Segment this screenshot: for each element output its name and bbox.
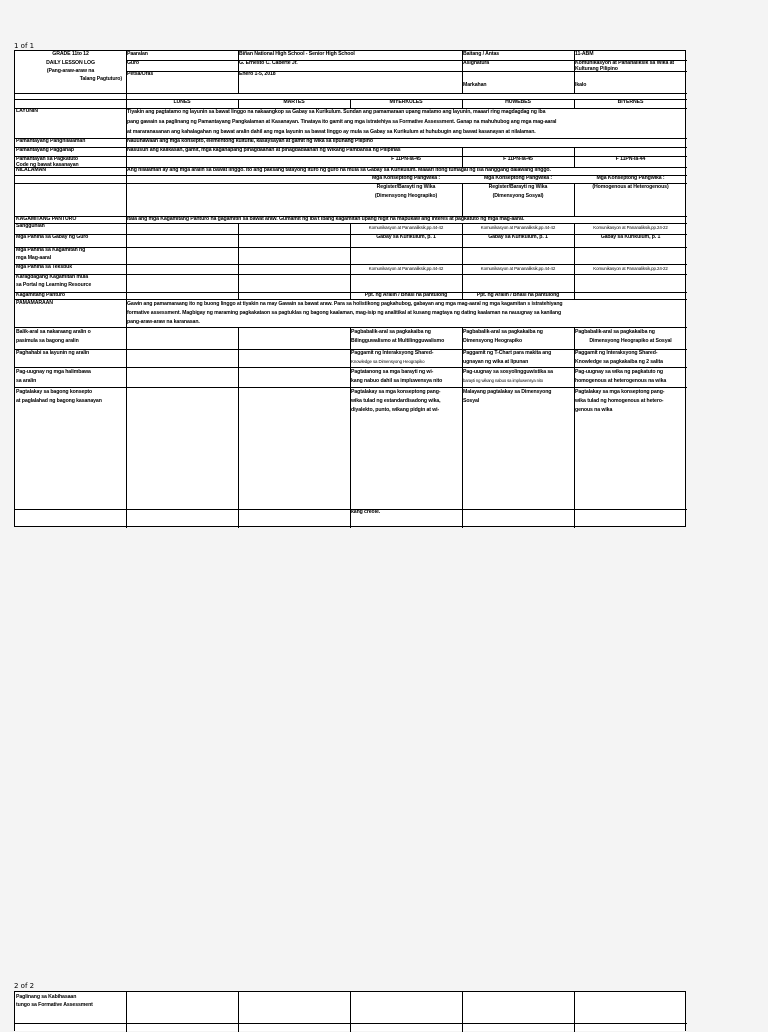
teksbuk-label: Mga Pahina sa Teksbuk [16,264,73,270]
iba-pang-kagamitan-label: Kagamitang Panturo [16,292,65,298]
gabay-guro-thu: Gabay sa Kurikulum, p. 1 [488,234,548,240]
nilalaman-fri-2: (Homogenous at Heterogenous) [592,184,669,190]
balik-aral-label: Balik-aral sa nakaraang aralin o [16,329,91,335]
kagamitan-label: KAGAMITANG PANTURO [16,216,77,222]
balik-aral-thu-1: Pagbabalik-aral sa pagkakaiba ng [463,329,543,335]
balik-aral-wed-2: Bilingguwalismo at Multilingguwalismo [351,338,445,344]
pagganap-text: Nasusuri ang kalikasan, gamit, mga kaganapang pinagdaanan at pinagdadaanan ng Wikang Pambansa ng Pilipinas [127,147,401,153]
baitang-value: 11-ABM [575,51,594,57]
pangnilalaman-label: Pamantayang Pangnilalaman [16,138,86,144]
pag-uugnay-label-2: sa aralin [16,378,37,384]
sanggunian-wed: Komunikasyon at Pananaliksik,pp.44-42 [368,225,444,230]
pag-uugnay-label: Pag-uugnay ng mga halimbawa [16,369,91,375]
nilalaman-thu-2: Register/Barayti ng Wika [488,184,548,190]
pagkatuto-code-label: Code ng bawat kasanayan [16,162,79,168]
paghahabi-wed-1: Paggamit ng Interaksyong Shared- [351,350,434,356]
asignatura-value: Komunikasyon at Pananaliksik sa Wika at Kulturang Pilipino [575,60,674,73]
nilalaman-wed-3: (Dimensyong Heograpiko) [374,193,438,199]
lesson-log-table-page-2 [14,991,686,1031]
pagtalakay-thu-1: Malayang pagtalakay sa Dimensyong [463,389,552,395]
nilalaman-wed-2: Register/Barayti ng Wika [376,184,436,190]
lr-portal-label: Karagdagang Kagamitan mula [16,274,89,280]
pamamaraan-text-3: pang-araw-araw na karanasan. [127,319,200,325]
paghahabi-wed-2: Knowledge sa Dimensyong Heograpiko [351,359,425,364]
balik-aral-fri-1: Pagbabalik-aral sa pagkakaiba ng [575,329,655,335]
pagganap-label: Pamantayang Pagganap [16,147,74,153]
paghahabi-label: Paghahabi sa layunin ng aralin [16,350,90,356]
asignatura-label: Asignatura [463,60,490,66]
daily-lesson-log-title: DAILY LESSON LOG [46,60,95,66]
teksbuk-fri: Komunikasyon at Pananaliksik,pp.24-22 [593,266,668,271]
pangnilalaman-text: Nauunawaan ang mga konsepto, elementong kultural, kasaysayan at gamit ng wika sa lipunang Pilipino [127,138,373,144]
iba-pang-wed: Ppt. ng Aralin / Bhasi na pantulong [364,292,448,298]
pag-uugnay-wed-1: Pagtatanong sa mga barayti ng wi- [351,369,434,375]
balik-aral-thu-2: Dimensyong Heograpiko [463,338,523,344]
day-header-miyerkules: MIYERKULES [389,99,423,105]
pagtalakay-wed-3: diyalekto, punto, wikang pidgin at wi- [351,407,440,413]
pagtalakay-wed-1: Pagtalakay sa mga konseptong pang- [351,389,441,395]
page-number-2: 2 of 2 [14,982,35,990]
paghahabi-thu-1: Paggamit ng T-Chart para makita ang [463,350,552,356]
layunin-label: LAYUNIN [16,108,38,114]
pagkatuto-code-thu: F 11PN-Ia-45 [503,156,533,162]
nilalaman-fri-1: Mga Konseptong Pangwika : [596,175,665,181]
kagamitang-magaaral-label: Mga Pahina sa Kagamitan ng [16,247,86,253]
paglinang-label: Paglinang sa Kabihasaan [16,994,77,1000]
page-number-1: 1 of 1 [14,42,35,50]
day-header-huwebes: HUWEBES [505,99,531,105]
petsa-value: Enero 1-5, 2018 [239,71,276,77]
lesson-log-table [14,50,686,527]
pagtalakay-fri-2: wika tulad ng homogenous at hetero- [575,398,664,404]
gabay-guro-wed: Gabay sa Kurikulum, p. 1 [376,234,436,240]
kagamitan-text: Itala ang mga Kagamitang Panturo na gagamitin sa bawat araw. Gumamit ng iba't ibang kagamitan upang higit na mapukaw ang interes at pagkatuto ng mga mag-aaral. [127,216,525,222]
pamamaraan-text-2: formative assessment. Magbigay ng maraming pagkakataon sa pagtuklas ng bagong kaalaman, mag-isip ng analitikal at kusang magtaya ng dating kaalaman na nauugnay sa kanilang [127,310,562,316]
balik-aral-fri-2: Dimensyong Heograpiko at Sosyal [589,338,672,344]
layunin-text-2: pang gawain sa paglinang ng Pamantayang Pangkalaman at Kasanayan. Tinataya ito gamit ang mga istratehiya sa Formative Assessment. Ganap na mahuhubog ang mga mag-aaral [127,119,557,125]
paaralan-label: Paaralan [127,51,148,57]
kagamitang-magaaral-label-2: mga Mag-aaral [16,255,52,261]
paglinang-label-2: tungo sa Formative Assessment [16,1002,93,1008]
gabay-guro-fri: Gabay sa Kurikulum, p. 1 [600,234,661,240]
nilalaman-thu-3: (Dimensyong Sosyal) [492,193,544,199]
teksbuk-thu: Komunikasyon at Pananaliksik,pp.44-42 [480,266,556,271]
pagtalakay-fri-3: genous na wika [575,407,613,413]
pamamaraan-text-1: Gawin ang pamamaraang ito ng buong linggo at tiyakin na may Gawain sa bawat araw. Para sa holistikong pagkahubog, gabayan ang mga mag-aaral ng mga kagamitan s istratehiyang [127,301,563,307]
lr-portal-label-2: sa Portal ng Learning Resource [16,282,92,288]
nilalaman-label: NILALAMAN [16,167,46,173]
balik-aral-label-2: pasimula sa bagong aralin [16,338,79,344]
pag-uugnay-wed-2: kang nabuo dahil sa impluwensya nito [351,378,443,384]
nilalaman-thu-1: Mga Konseptong Pangwika : [483,175,553,181]
sanggunian-thu: Komunikasyon at Pananaliksik,pp.44-42 [480,225,556,230]
pagtalakay-thu-2: Sosyal [463,398,480,404]
pag-uugnay-fri-2: homogenous at heterogenous na wika [575,378,667,384]
pagkatuto-label: Pamantayan sa Pagkatuto [16,156,78,162]
pagkatuto-code-fri: F 11PN-Ia-44 [615,156,646,162]
pag-uugnay-thu-1: Pag-uugnay sa sosyolingguwistika sa [463,369,553,375]
guro-label: Guro [127,60,139,66]
paghahabi-fri-2: Knowledge sa pagkakaiba ng 2 salita [575,359,663,365]
balik-aral-wed-1: Pagbabalik-aral sa pagkakaiba ng [351,329,431,335]
pamamaraan-label: PAMAMARAAN [16,300,53,306]
baitang-label: Baitang / Antas [463,51,500,57]
pagtalakay-label-2: at paglalahad ng bagong kasanayan [16,398,102,404]
paghahabi-fri-1: Paggamit ng Interaksyong Shared- [575,350,658,356]
pagtalakay-wed-4: kang creole. [351,509,381,515]
day-header-lunes: LUNES [173,99,191,105]
layunin-text-3: at mararanasanan ang kahalagahan ng bawat aralin dahil ang mga layunin sa bawat linggo ay mula sa Gabay sa Kurikulum at huhubugin ang bawat kasanayan at nilalaman. [127,129,536,135]
pag-uugnay-thu-2: barayti ng wikang nabuo sa impluwensya nito [463,378,543,383]
paghahabi-thu-2: ugnayan ng wika at lipunan [463,359,529,365]
petsa-label: Petsa/Oras [127,71,154,77]
iba-pang-thu: Ppt. ng Aralin / Bhasi na pantulong [476,292,560,298]
paaralan-value: Biñan National High School - Senior High School [239,51,355,57]
pagtalakay-fri-1: Pagtalakay sa mga konseptong pang- [575,389,665,395]
day-header-martes: MARTES [283,99,305,105]
daily-lesson-log-subtitle: (Pang-araw-araw na [46,68,95,74]
pag-uugnay-fri-1: Pag-uugnay sa wika ng pagkatuto ng [575,369,663,375]
teksbuk-wed: Komunikasyon at Pananaliksik,pp.44-42 [368,266,444,271]
markahan-value: Ikalo [575,82,587,88]
day-header-biyernes: BIYERNES [617,99,644,105]
layunin-text-1: Tiyakin ang pagtatamo ng layunin sa bawat linggo na nakaangkop sa Gabay sa Kurikulum. Sundan ang pamamaraan upang matamo ang layunin, maaari ring magdagdag ng iba [127,109,546,115]
pagtalakay-wed-2: wika tulad ng estandardisadong wika, [351,398,441,404]
pagtalakay-label: Pagtalakay sa bagong konsepto [16,389,93,395]
sanggunian-fri: Komunikasyon at Pananaliksik,pp.24-22 [593,225,668,230]
nilalaman-wed-1: Mga Konseptong Pangwika : [371,175,441,181]
markahan-label: Markahan [463,82,487,88]
grade-label: GRADE 11to 12 [52,51,89,57]
gabay-guro-label: Mga Pahina sa Gabay ng Guro [16,234,89,240]
nilalaman-text: Ang nilalaman ay ang mga aralin sa bawat linggo. Ito ang paksang tatayong ituro ng guro na mula sa Gabay sa Kurikulum. Maaari itong tumagal ng isa hanggang dalawang linggo. [127,167,551,173]
pagkatuto-code-wed: F 11PN-Ia-45 [391,156,421,162]
guro-value: G. Ernesto C. Caberte Jr. [239,60,298,66]
sanggunian-label: Sanggunian [16,223,45,229]
daily-lesson-log-subtitle-2: Talang Pagtuturo) [79,76,122,82]
